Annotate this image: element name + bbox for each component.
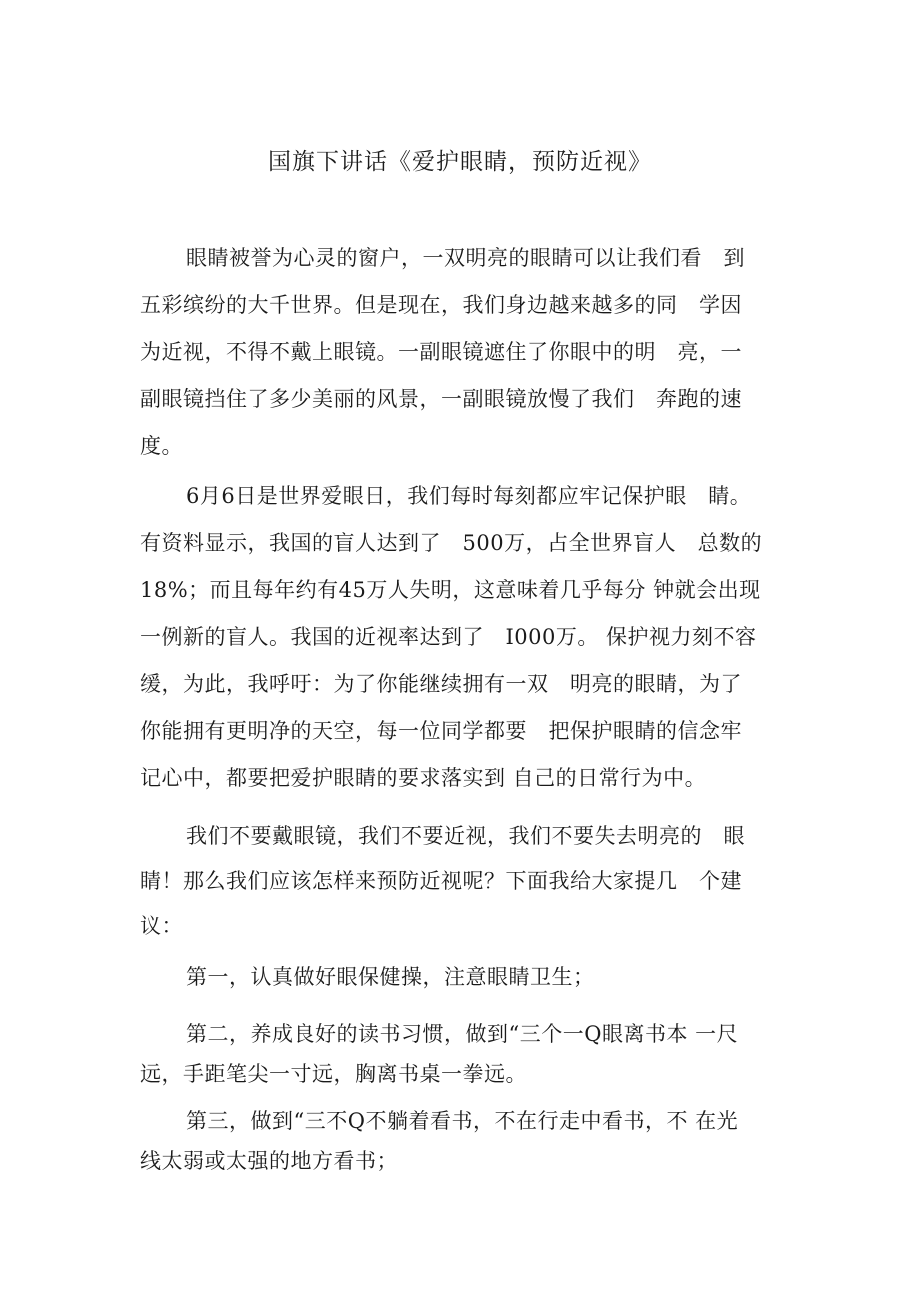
paragraph-line: 一例新的盲人。我国的近视率达到了 I000万。 保护视力刻不容 [140,625,757,649]
paragraph-line: 睛！那么我们应该怎样来预防近视呢？下面我给大家提几 个建 [140,869,742,893]
paragraph-line: 线太弱或太强的地方看书； [140,1149,398,1173]
paragraph-2 [140,473,800,802]
paragraph-line: 度。 [140,434,183,458]
paragraph-5 [140,1014,800,1094]
paragraph-3 [140,814,800,949]
paragraph-4 [140,956,800,999]
paragraph-line: 远，手距笔尖一寸远，胸离书桌一拳远。 [140,1062,527,1086]
paragraph-line: 6月6日是世界爱眼日，我们每时每刻都应牢记保护眼 睛。 [186,484,752,508]
paragraph-line: 你能拥有更明净的天空，每一位同学都要 把保护眼睛的信念牢 [140,719,742,743]
document-title: 国旗下讲话《爱护眼睛，预防近视》 [268,149,652,175]
paragraph-line: 眼睛被誉为心灵的窗户，一双明亮的眼睛可以让我们看 到 [186,246,745,270]
paragraph-line: 为近视，不得不戴上眼镜。一副眼镜遮住了你眼中的明 亮，一 [140,340,742,364]
paragraph-1 [140,235,800,470]
paragraph-line: 有资料显示，我国的盲人达到了 500万，占全世界盲人 总数的 [140,531,763,555]
paragraph-line: 五彩缤纷的大千世界。但是现在，我们身边越来越多的同 学因 [140,293,742,317]
paragraph-line: 议： [140,914,183,938]
paragraph-line: 记心中，都要把爱护眼睛的要求落实到 自己的日常行为中。 [140,766,707,790]
paragraph-line: 我们不要戴眼镜，我们不要近视，我们不要失去明亮的 眼 [186,824,745,848]
paragraph-line: 第三，做到“三不Q不躺着看书，不在行走中看书，不 在光 [186,1109,739,1133]
paragraph-line: 18%；而且每年约有45万人失明，这意味着几乎每分 钟就会出现 [140,578,761,602]
paragraph-line: 第一，认真做好眼保健操，注意眼睛卫生； [186,965,595,989]
paragraph-line: 缓，为此，我呼吁：为了你能继续拥有一双 明亮的眼睛，为了 [140,672,742,696]
paragraph-line: 第二，养成良好的读书习惯，做到“三个一Q眼离书本 一尺 [186,1022,739,1046]
paragraph-line: 副眼镜挡住了多少美丽的风景，一副眼镜放慢了我们 奔跑的速 [140,387,742,411]
paragraph-6 [140,1101,800,1181]
